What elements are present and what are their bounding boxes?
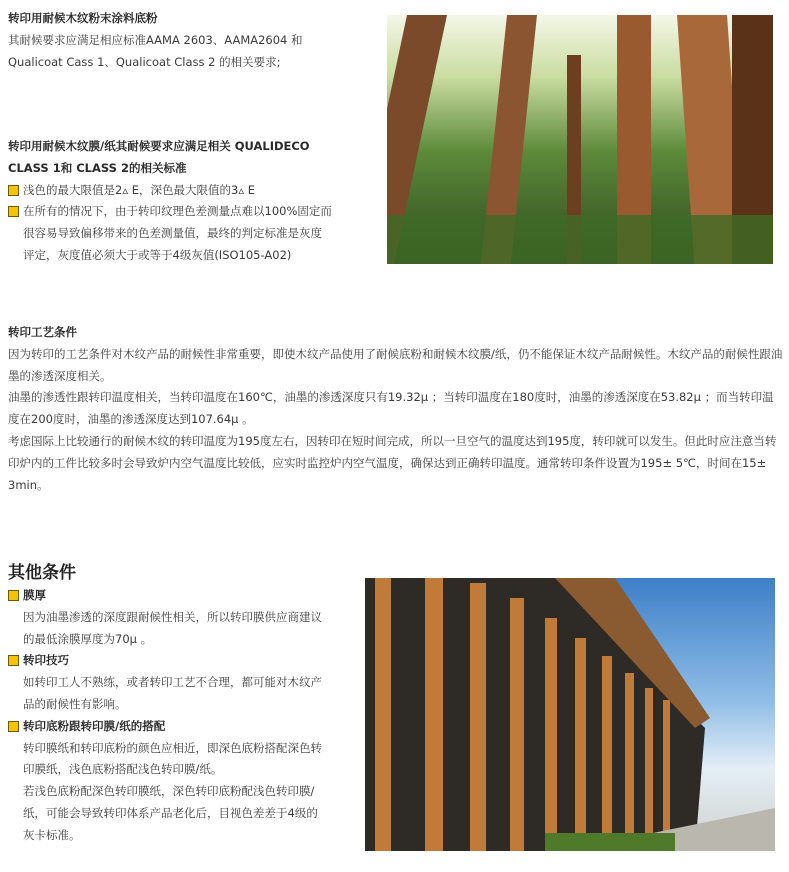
section-weather-powder [8, 8, 378, 73]
paragraph: 油墨的渗透性跟转印温度相关，当转印温度在160℃，油墨的渗透深度只有19.32μ ；当转印温度在180度时，油墨的渗透深度在53.82μ ；而当转印温度在200度时，油墨的渗透深度达到107.64μ 。 [8, 390, 774, 427]
square-bullet-icon [8, 185, 19, 196]
section-title: 转印工艺条件 [8, 325, 77, 339]
section-weather-film [8, 136, 383, 267]
bullet-item [8, 180, 383, 202]
text-line: 的最低涂膜厚度为70μ 。 [23, 631, 153, 646]
wood-grain-building-photo [365, 578, 775, 851]
text-line: 评定，灰度值必须大于或等于4级灰值(ISO105-A02) [23, 247, 292, 262]
section-title: CLASS 1和 CLASS 2的相关标准 [8, 160, 187, 175]
bullet-item [8, 585, 348, 607]
item-heading: 转印底粉跟转印膜/纸的搭配 [23, 718, 166, 733]
section-heading: 其他条件 [8, 563, 76, 583]
text-line: 浅色的最大限值是2▵ E，深色最大限值的3▵ E [23, 182, 256, 197]
square-bullet-icon [8, 655, 19, 666]
bullet-item [8, 716, 348, 738]
item-heading: 膜厚 [23, 588, 46, 602]
text-line: 因为油墨渗透的深度跟耐候性相关，所以转印膜供应商建议 [23, 609, 322, 624]
square-bullet-icon [8, 590, 19, 601]
paragraph: 考虑国际上比较通行的耐候木纹的转印温度为195度左右，因转印在短时间完成，所以一旦空气的温度达到195度，转印就可以发生。但此时应注意当转印炉内的工件比较多时会导致炉内空气温度比较低，应实时监控炉内空气温度，确保达到正确转印温度。通常转印条件设置为195± 5℃，时间在15± 3min。 [8, 433, 777, 492]
text-line: 其耐候要求应满足相应标准AAMA 2603、AAMA2604 和 [8, 32, 303, 47]
text-line: 若浅色底粉配深色转印膜纸，深色转印底粉配浅色转印膜/ [23, 784, 315, 799]
text-line: 如转印工人不熟练，或者转印工艺不合理，都可能对木纹产 [23, 675, 322, 690]
item-heading: 转印技巧 [23, 653, 69, 668]
text-line: 纸，可能会导致转印体系产品老化后，目视色差差于4级的 [23, 805, 318, 820]
text-line: 转印膜纸和转印底粉的颜色应相近，即深色底粉搭配深色转 [23, 740, 322, 755]
section-title: 转印用耐候木纹粉末涂料底粉 [8, 11, 158, 25]
text-line: 品的耐候性有影响。 [23, 696, 127, 711]
paragraph: 因为转印的工艺条件对木纹产品的耐候性非常重要，即使木纹产品使用了耐候底粉和耐候木纹膜/纸，仍不能保证木纹产品耐候性。木纹产品的耐候性跟油墨的渗透深度相关。 [8, 346, 783, 383]
text-line: 很容易导致偏移带来的色差测量值，最终的判定标准是灰度 [23, 226, 322, 241]
text-line: 在所有的情况下，由于转印纹理色差测量点难以100%固定而 [23, 204, 332, 219]
text-line: 印膜纸，浅色底粉搭配浅色转印膜/纸。 [23, 762, 223, 777]
section-transfer-process [8, 322, 783, 496]
section-title: 转印用耐候木纹膜/纸其耐候要求应满足相关 QUALIDECO [8, 139, 310, 153]
text-line: Qualicoat Cass 1、Qualicoat Class 2 的相关要求; [8, 54, 281, 69]
section-other-conditions [8, 561, 348, 847]
square-bullet-icon [8, 206, 19, 217]
square-bullet-icon [8, 721, 19, 732]
redwood-forest-photo [387, 15, 773, 264]
text-line: 灰卡标准。 [23, 827, 81, 842]
bullet-item [8, 201, 383, 266]
bullet-item [8, 650, 348, 672]
